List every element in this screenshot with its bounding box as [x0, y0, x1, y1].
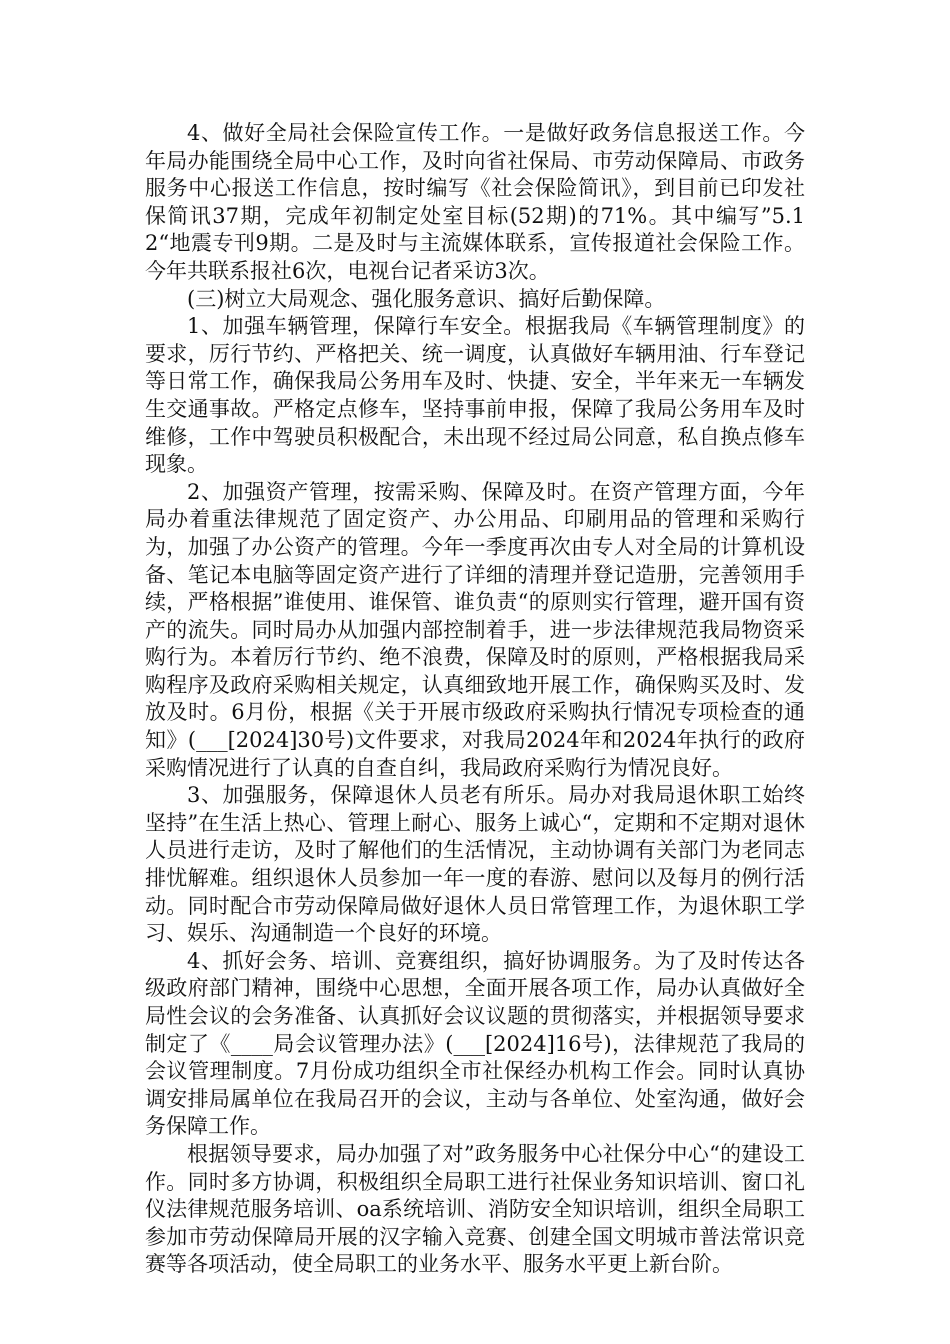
paragraph-vehicle-management: 1、加强车辆管理，保障行车安全。根据我局《车辆管理制度》的要求，厉行节约、严格把关、统一调度，认真做好车辆用油、行车登记等日常工作，确保我局公务用车及时、快捷、安全，半年来无一车辆发生交通事故。严格定点修车，坚持事前申报，保障了我局公务用车及时维修，工作中驾驶员积极配合，未出现不经过局公同意，私自换点修车现象。: [145, 314, 805, 477]
paragraph-retiree-service: 3、加强服务，保障退休人员老有所乐。局办对我局退休职工始终坚持”在生活上热心、管理上耐心、服务上诚心“，定期和不定期对退休人员进行走访，及时了解他们的生活情况，主动协调有关部门为老同志排忧解难。组织退休人员参加一年一度的春游、慰问以及每月的例行活动。同时配合市劳动保障局做好退休人员日常管理工作，为退休职工学习、娱乐、沟通制造一个良好的环境。: [145, 783, 805, 946]
paragraph-asset-management: 2、加强资产管理，按需采购、保障及时。在资产管理方面，今年局办着重法律规范了固定资产、办公用品、印刷用品的管理和采购行为，加强了办公资产的管理。今年一季度再次由专人对全局的计算机设备、笔记本电脑等固定资产进行了详细的清理并登记造册，完善领用手续，严格根据”谁使用、谁保管、谁负责“的原则实行管理，避开国有资产的流失。同时局办从加强内部控制着手，进一步法律规范我局物资采购行为。本着厉行节约、绝不浪费，保障及时的原则，严格根据我局采购程序及政府采购相关规定，认真细致地开展工作，确保购买及时、发放及时。6月份，根据《关于开展市级政府采购执行情况专项检查的通知》(___[2024]30号)文件要求，对我局2024年和2024年执行的政府采购情况进行了认真的自查自纠，我局政府采购行为情况良好。: [145, 479, 805, 780]
paragraph-meetings-training: 4、抓好会务、培训、竞赛组织，搞好协调服务。为了及时传达各级政府部门精神，围绕中心思想，全面开展各项工作，局办认真做好全局性会议的会务准备、认真抓好会议议题的贯彻落实，并根据领导要求制定了《____局会议管理办法》(___[2024]16号)，法律规范了我局的会议管理制度。7月份成功组织全市社保经办机构工作会。同时认真协调安排局属单位在我局召开的会议，主动与各单位、处室沟通，做好会务保障工作。: [145, 948, 805, 1139]
paragraph-publicity-work: 4、做好全局社会保险宣传工作。一是做好政务信息报送工作。今年局办能围绕全局中心工作，及时向省社保局、市劳动保障局、市政务服务中心报送工作信息，按时编写《社会保险简讯》，到目前已印发社保简讯37期，完成年初制定处室目标(52期)的71%。其中编写”5.12“地震专刊9期。二是及时与主流媒体联系，宣传报道社会保险工作。今年共联系报社6次，电视台记者采访3次。: [145, 121, 805, 283]
paragraph-service-center: 根据领导要求，局办加强了对”政务服务中心社保分中心“的建设工作。同时多方协调，积极组织全局职工进行社保业务知识培训、窗口礼仪法律规范服务培训、oa系统培训、消防安全知识培训，组织全局职工参加市劳动保障局开展的汉字输入竞赛、创建全国文明城市普法常识竞赛等各项活动，使全局职工的业务水平、服务水平更上新台阶。: [145, 1141, 805, 1277]
document-body: [145, 120, 805, 1279]
paragraph-section-heading-three: (三)树立大局观念、强化服务意识、搞好后勤保障。: [187, 286, 666, 311]
